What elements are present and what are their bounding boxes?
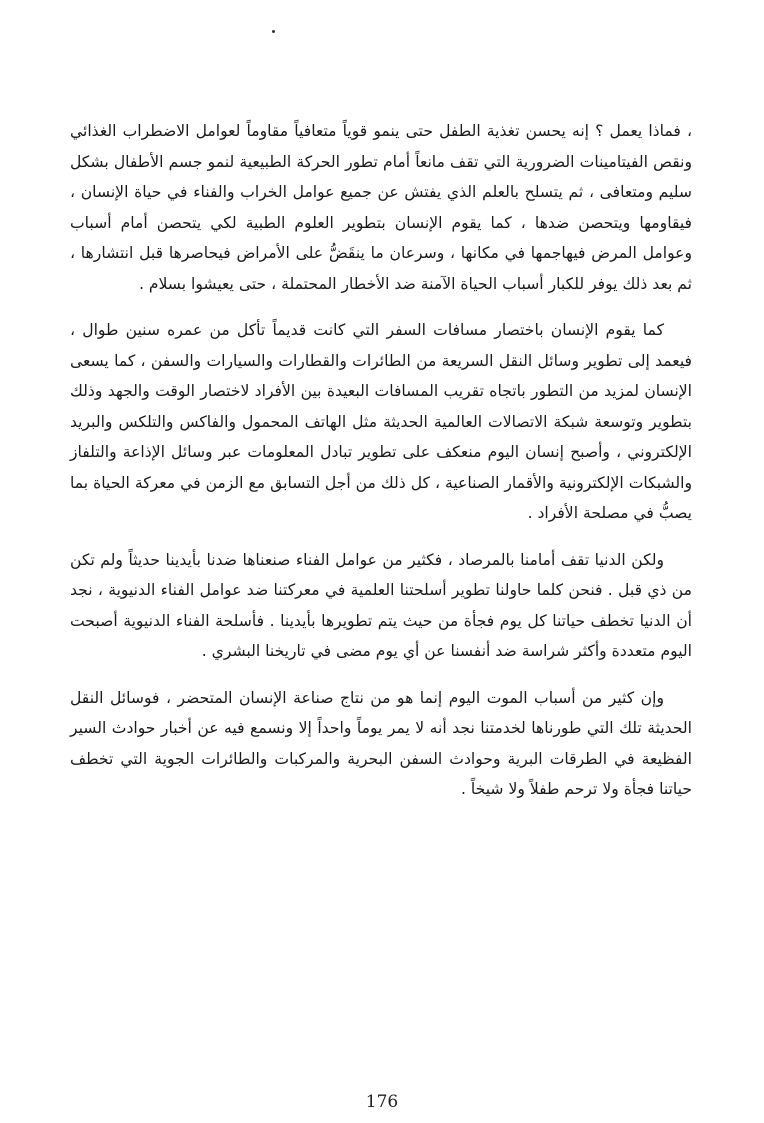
body-text [70, 116, 692, 805]
page-number: 176 [365, 1092, 399, 1112]
paragraph-4: وإن كثير من أسباب الموت اليوم إنما هو من نتاج صناعة الإنسان المتحضر ، فوسائل النقل الحديثة تلك التي طورناها لخدمتنا نجد أنه لا يمر يوماً واحداً إلا ونسمع فيه عن أخبار حوادث السير الفظيعة في الطرقات البرية وحوادث السفن البحرية والمركبات والطائرات الجوية التي تخطف حياتنا فجأة ولا ترحم طفلاً ولا شيخاً . [70, 688, 692, 798]
paragraph-1: ، فماذا يعمل ؟ إنه يحسن تغذية الطفل حتى ينمو قوياً متعافياً مقاوماً لعوامل الاضطراب الغذائي ونقص الفيتامينات الضرورية التي تقف مانعاً أمام تطور الحركة الطبيعية لنمو جسم الأطفال بشكل سليم ومتعافى ، ثم يتسلح بالعلم الذي يفتش عن جميع عوامل الخراب والفناء في حياة الإنسان ، فيقاومها ويتحصن ضدها ، كما يقوم الإنسان بتطوير العلوم الطبية لكي يتحصن أمام أسباب وعوامل المرض فيهاجمها في مكانها ، وسرعان ما ينقَضُّ على الأمراض فيحاصرها قبل انتشارها ، ثم بعد ذلك يوفر للكبار أسباب الحياة الآمنة ضد الأخطار المحتملة ، حتى يعيشوا بسلام . [70, 122, 692, 293]
paragraph-3: ولكن الدنيا تقف أمامنا بالمرصاد ، فكثير من عوامل الفناء صنعناها ضدنا بأيدينا حديثاً ولم تكن من ذي قبل . فنحن كلما حاولنا تطوير أسلحتنا العلمية في معركتنا ضد عوامل الفناء الدنيوية ، نجد أن الدنيا تخطف حياتنا كل يوم فجأة من حيث يتم تطويرها بأيدينا . فأسلحة الفناء الدنيوية أصبحت اليوم متعددة وأكثر شراسة ضد أنفسنا عن أي يوم مضى في تاريخنا البشري . [70, 550, 692, 660]
paragraph-2: كما يقوم الإنسان باختصار مسافات السفر التي كانت قديماً تأكل من عمره سنين طوال ، فيعمد إلى تطوير وسائل النقل السريعة من الطائرات والقطارات والسيارات والسفن ، كما يسعى الإنسان لمزيد من التطور باتجاه تقريب المسافات البعيدة بين الأفراد لاختصار الوقت والجهد وذلك بتطوير وتوسعة شبكة الاتصالات العالمية الحديثة مثل الهاتف المحمول والفاكس والتلكس والبريد الإلكتروني ، وأصبح إنسان اليوم منعكف على تطوير تبادل المعلومات عبر وسائل الإذاعة والتلفاز والشبكات الإلكترونية والأقمار الصناعية ، كل ذلك من أجل التسابق مع الزمن في معركة الحياة بما يصبُّ في مصلحة الأفراد . [70, 321, 692, 522]
top-mark [272, 30, 275, 33]
